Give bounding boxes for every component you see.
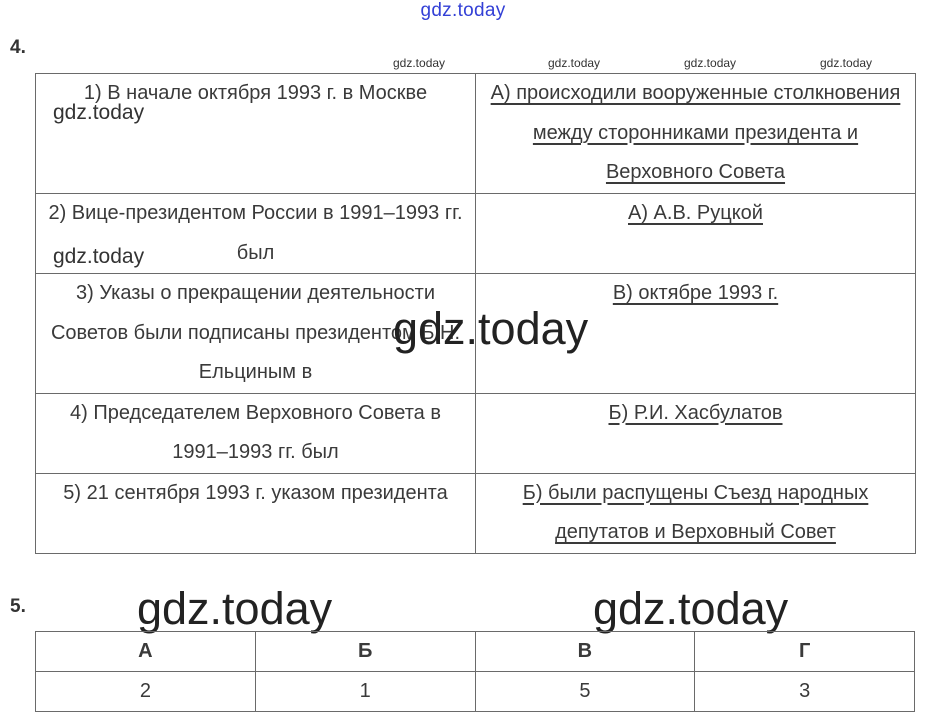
answer-cell — [476, 74, 916, 194]
value-cell: 5 — [475, 672, 695, 712]
header-cell: Б — [255, 632, 475, 672]
header-cell: Г — [695, 632, 915, 672]
value-cell: 3 — [695, 672, 915, 712]
answer-cell — [476, 393, 916, 473]
watermark-top: gdz.today — [420, 0, 506, 21]
watermark-small: gdz.today — [393, 56, 446, 70]
answer-text: Б) были распущены Съезд народных депутатов и Верховный Совет — [522, 481, 869, 543]
watermark-small: gdz.today — [684, 56, 737, 70]
header-cell: В — [475, 632, 695, 672]
header-cell: А — [36, 632, 256, 672]
answer-cell — [476, 473, 916, 553]
table-row — [36, 473, 916, 553]
question-cell: 3) Указы о прекращении деятельности Советов были подписаны президентом Б.Н. Ельциным в — [36, 274, 476, 394]
task-4-number: 4. — [10, 37, 26, 58]
question-cell: 1) В начале октября 1993 г. в Москве — [36, 74, 476, 194]
watermark-small: gdz.today — [548, 56, 601, 70]
watermark-large: gdz.today — [137, 583, 333, 634]
table-row — [36, 74, 916, 194]
answer-cell — [476, 194, 916, 274]
watermark-small: gdz.today — [820, 56, 873, 70]
answer-text: А) А.В. Руцкой — [628, 202, 763, 224]
question-cell: 5) 21 сентября 1993 г. указом президента — [36, 473, 476, 553]
value-cell: 2 — [36, 672, 256, 712]
value-cell: 1 — [255, 672, 475, 712]
question-cell: 4) Председателем Верховного Совета в 1991–1993 гг. был — [36, 393, 476, 473]
table-row — [36, 194, 916, 274]
answer-text: В) октябре 1993 г. — [612, 282, 779, 304]
watermark-large: gdz.today — [593, 583, 789, 634]
table-row — [36, 393, 916, 473]
table-row — [36, 672, 915, 712]
watermark-medium: gdz.today — [53, 245, 145, 268]
watermark-medium: gdz.today — [53, 101, 145, 124]
answer-table — [35, 631, 915, 712]
question-cell: 2) Вице-президентом России в 1991–1993 гг. был — [36, 194, 476, 274]
answer-text: Б) Р.И. Хасбулатов — [608, 401, 783, 424]
table-header-row — [36, 632, 915, 672]
task-5-number: 5. — [10, 596, 26, 617]
answer-text: А) происходили вооруженные столкновения между сторонниками президента и Верховного Совета — [490, 82, 901, 183]
watermark-large: gdz.today — [393, 303, 589, 354]
